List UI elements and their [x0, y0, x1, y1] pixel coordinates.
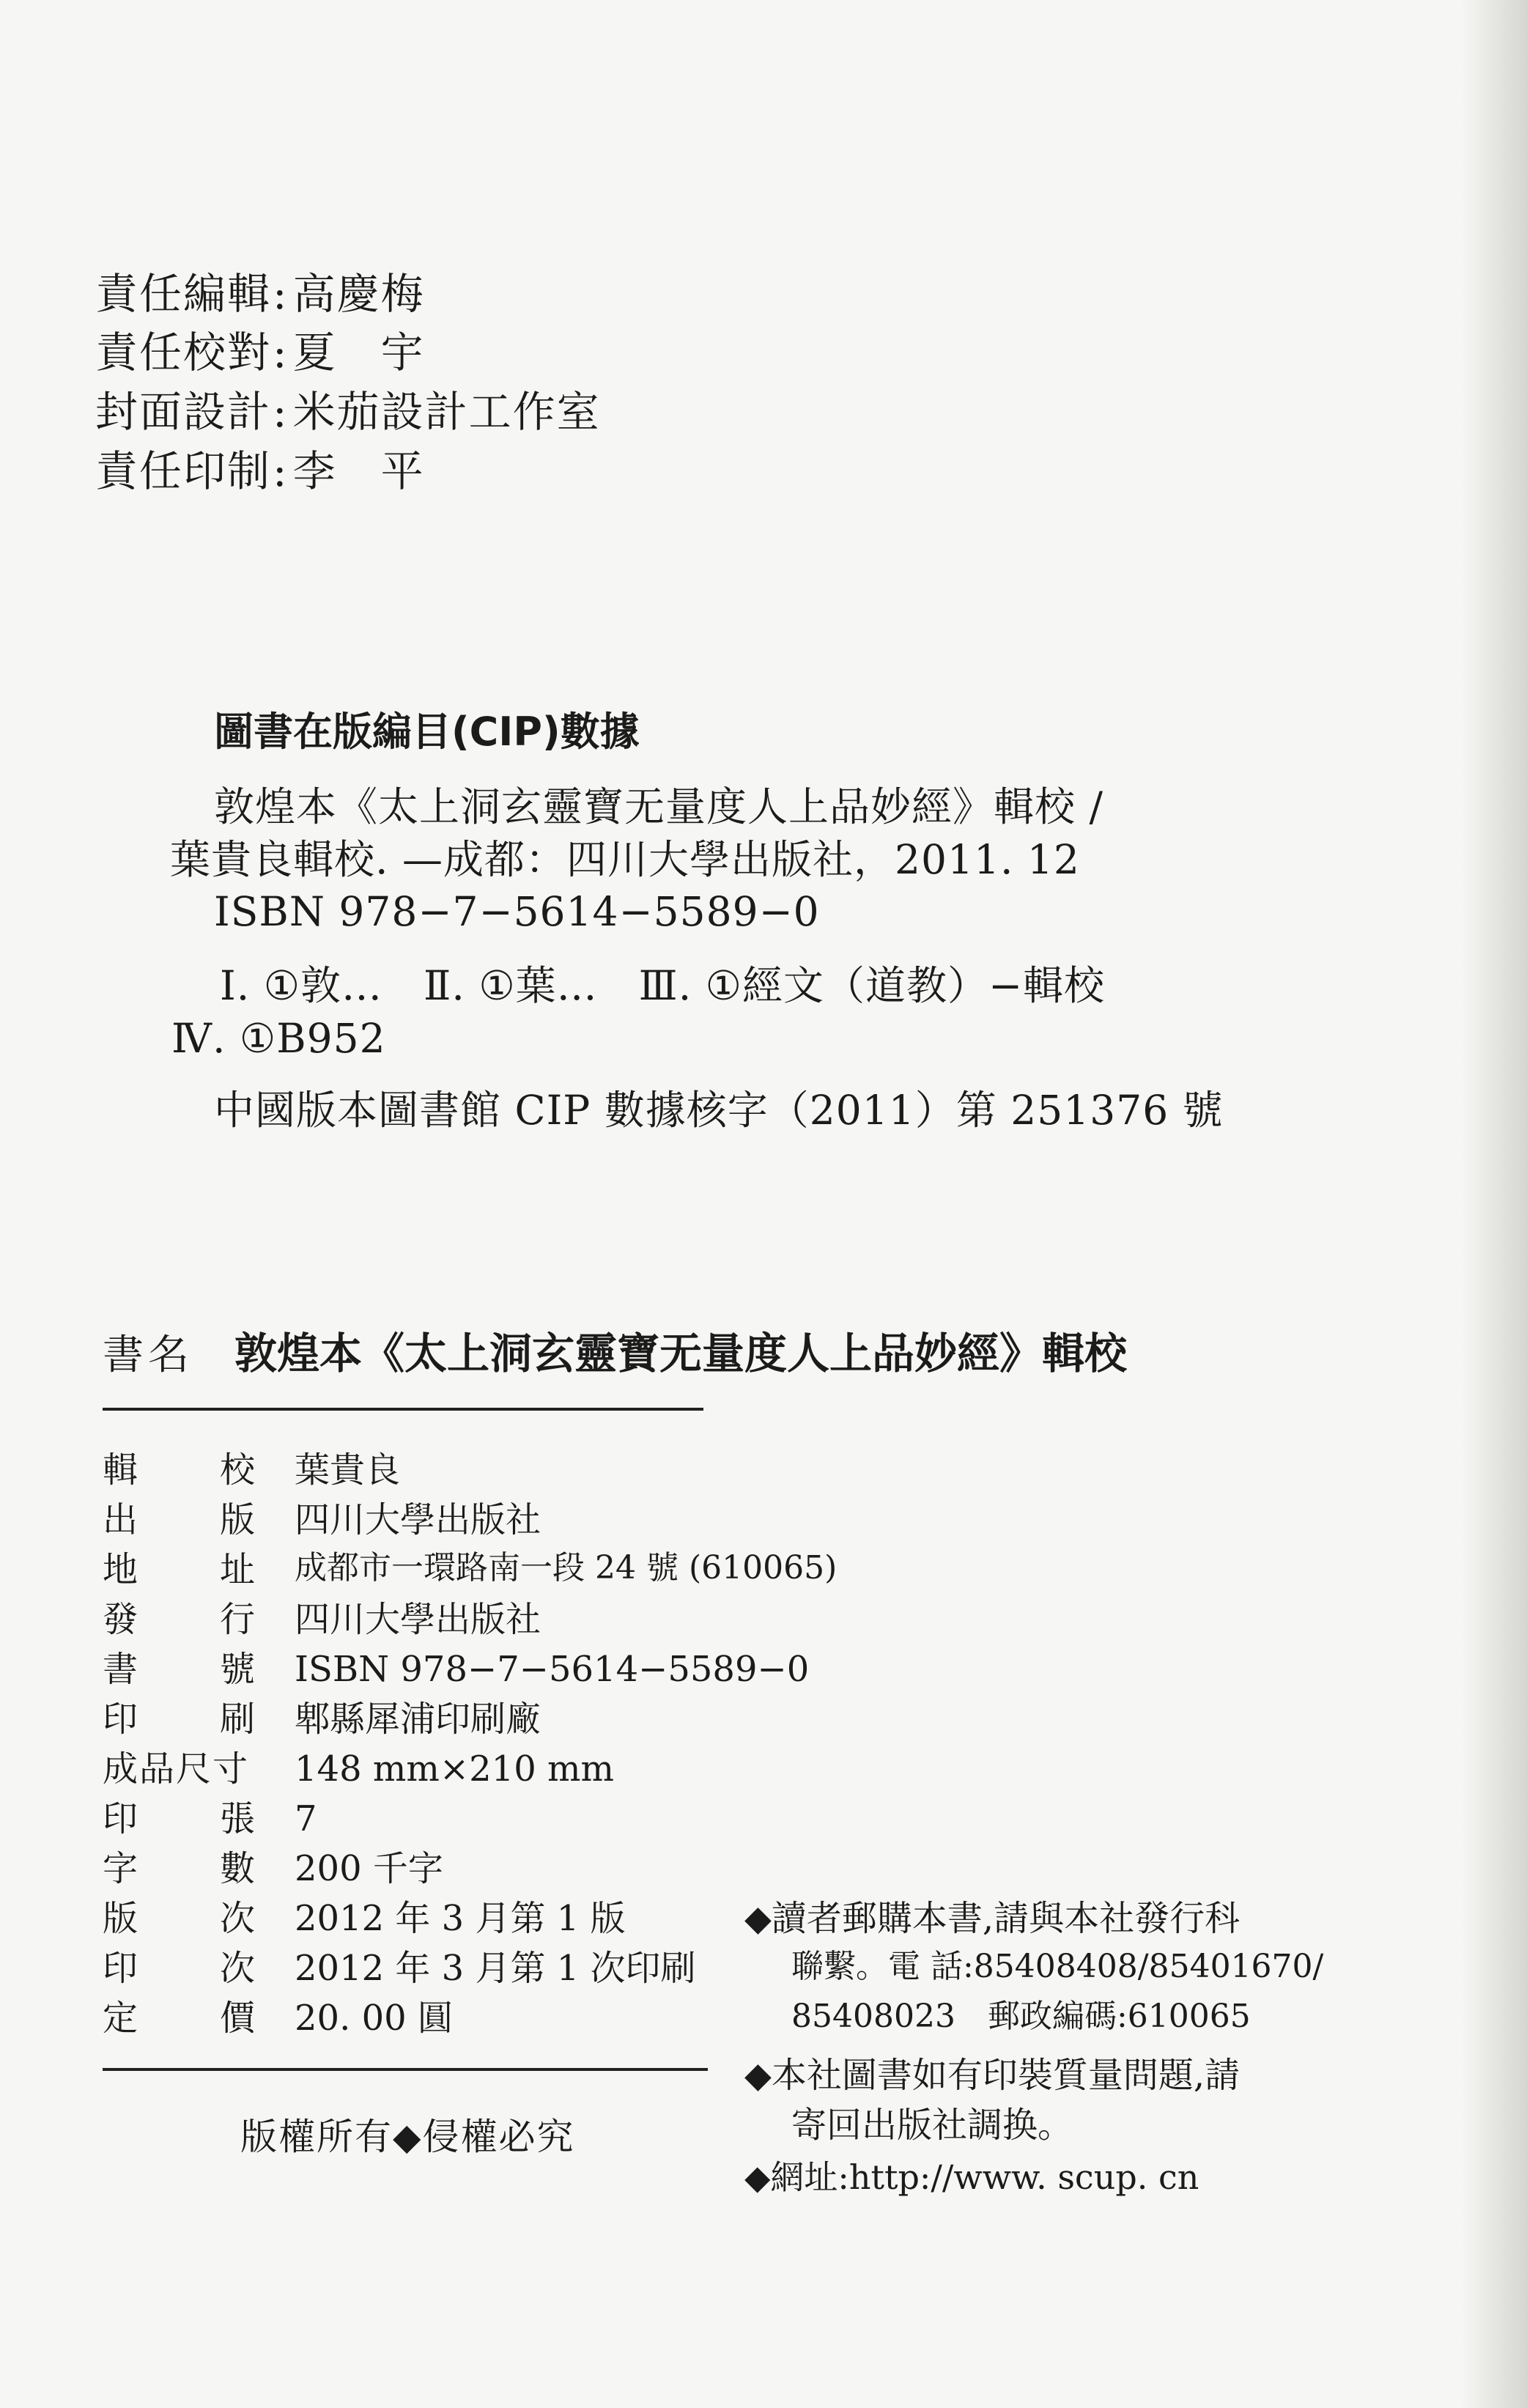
spec-value-sheets: 7 — [295, 1798, 317, 1839]
cip-line-classification: Ⅰ. ①敦… Ⅱ. ①葉… Ⅲ. ①經文（道教）−輯校 — [220, 962, 1106, 1009]
spec-value-price: 20. 00 圓 — [295, 1998, 453, 2039]
note-mail-order-line2: 聯繫。電 話:85408408/85401670/ — [791, 1948, 1324, 1985]
staff-line-cover-design — [95, 387, 601, 437]
spec-value-publisher: 四川大學出版社 — [295, 1499, 541, 1540]
spec-label-char: 行 — [220, 1599, 256, 1640]
staff-name: 夏 宇 — [292, 328, 425, 377]
spec-label-char: 址 — [220, 1549, 256, 1590]
staff-role: 責任編輯 — [95, 269, 272, 319]
spec-label-char: 次 — [220, 1948, 256, 1989]
spec-value-isbn: ISBN 978−7−5614−5589−0 — [295, 1649, 810, 1690]
cip-line-record-number: 中國版本圖書館 CIP 數據核字（2011）第 251376 號 — [214, 1087, 1224, 1134]
staff-role: 責任校對 — [95, 328, 272, 377]
cip-line-call-number: Ⅳ. ①B952 — [171, 1015, 386, 1062]
staff-name: 高慶梅 — [292, 269, 425, 319]
note-website: ◆網址:http://www. scup. cn — [744, 2157, 1199, 2197]
spec-label-char: 刷 — [220, 1699, 256, 1740]
spec-label-char: 版 — [103, 1898, 138, 1939]
spec-label-char: 出 — [103, 1499, 138, 1540]
spec-label-char: 印 — [103, 1699, 138, 1740]
staff-sep: : — [273, 269, 289, 319]
cip-line-title: 敦煌本《太上洞玄靈寶无量度人上品妙經》輯校 / — [214, 783, 1104, 830]
spec-label-char: 號 — [220, 1649, 256, 1690]
spec-label-char: 張 — [220, 1798, 256, 1839]
spec-label: 成品尺寸 — [103, 1748, 250, 1790]
spec-label-char: 印 — [103, 1948, 138, 1989]
spec-value-printing: 2012 年 3 月第 1 次印刷 — [295, 1948, 696, 1989]
staff-line-proofreader — [95, 328, 425, 377]
spec-value-size: 148 mm×210 mm — [295, 1748, 615, 1790]
staff-line-printing — [95, 446, 425, 496]
spec-label-char: 次 — [220, 1898, 256, 1939]
staff-sep: : — [273, 446, 289, 496]
spec-value-editor: 葉貴良 — [295, 1449, 401, 1491]
spec-label-char: 書 — [103, 1649, 138, 1690]
spec-label-char: 價 — [220, 1998, 256, 2039]
staff-role: 責任印制 — [95, 446, 272, 496]
spec-value-printer: 郫縣犀浦印刷廠 — [295, 1699, 541, 1740]
staff-line-editor — [95, 269, 425, 319]
note-quality-line1: ◆本社圖書如有印裝質量問題,請 — [744, 2055, 1241, 2096]
spec-value-edition: 2012 年 3 月第 1 版 — [295, 1898, 626, 1939]
spec-label-char: 地 — [103, 1549, 138, 1590]
note-mail-order-line1: ◆讀者郵購本書,請與本社發行科 — [744, 1898, 1241, 1939]
cip-line-isbn: ISBN 978−7−5614−5589−0 — [214, 888, 820, 935]
spec-label-char: 字 — [103, 1848, 138, 1889]
spec-value-address: 成都市一環路南一段 24 號 (610065) — [295, 1549, 838, 1587]
staff-sep: : — [273, 328, 289, 377]
spec-label-char: 輯 — [103, 1449, 138, 1491]
spec-label-char: 數 — [220, 1848, 256, 1889]
spec-value-word-count: 200 千字 — [295, 1848, 443, 1889]
note-quality-line2: 寄回出版社調换。 — [791, 2105, 1073, 2146]
spec-label-char: 校 — [220, 1449, 256, 1491]
spec-label-char: 印 — [103, 1798, 138, 1839]
staff-sep: : — [273, 387, 289, 437]
book-name-label: 書名 — [103, 1332, 193, 1379]
top-divider — [103, 1408, 703, 1411]
copyright-notice: 版權所有◆侵權必究 — [240, 2116, 575, 2158]
bottom-divider — [103, 2068, 708, 2071]
page-edge-shadow — [1461, 0, 1527, 2408]
book-name-title: 敦煌本《太上洞玄靈寶无量度人上品妙經》輯校 — [234, 1329, 1128, 1378]
cip-line-publisher: 葉貴良輯校. —成都：四川大學出版社，2011. 12 — [170, 836, 1080, 883]
cip-title: 圖書在版編目(CIP)數據 — [214, 709, 640, 755]
note-mail-order-line3: 85408023 郵政編碼:610065 — [791, 1998, 1251, 2035]
spec-label-char: 版 — [220, 1499, 256, 1540]
spec-label-char: 定 — [103, 1998, 138, 2039]
staff-name: 米茄設計工作室 — [292, 387, 601, 437]
staff-name: 李 平 — [292, 446, 425, 496]
spec-value-distributor: 四川大學出版社 — [295, 1599, 541, 1640]
spec-label-char: 發 — [103, 1599, 138, 1640]
staff-role: 封面設計 — [95, 387, 272, 437]
